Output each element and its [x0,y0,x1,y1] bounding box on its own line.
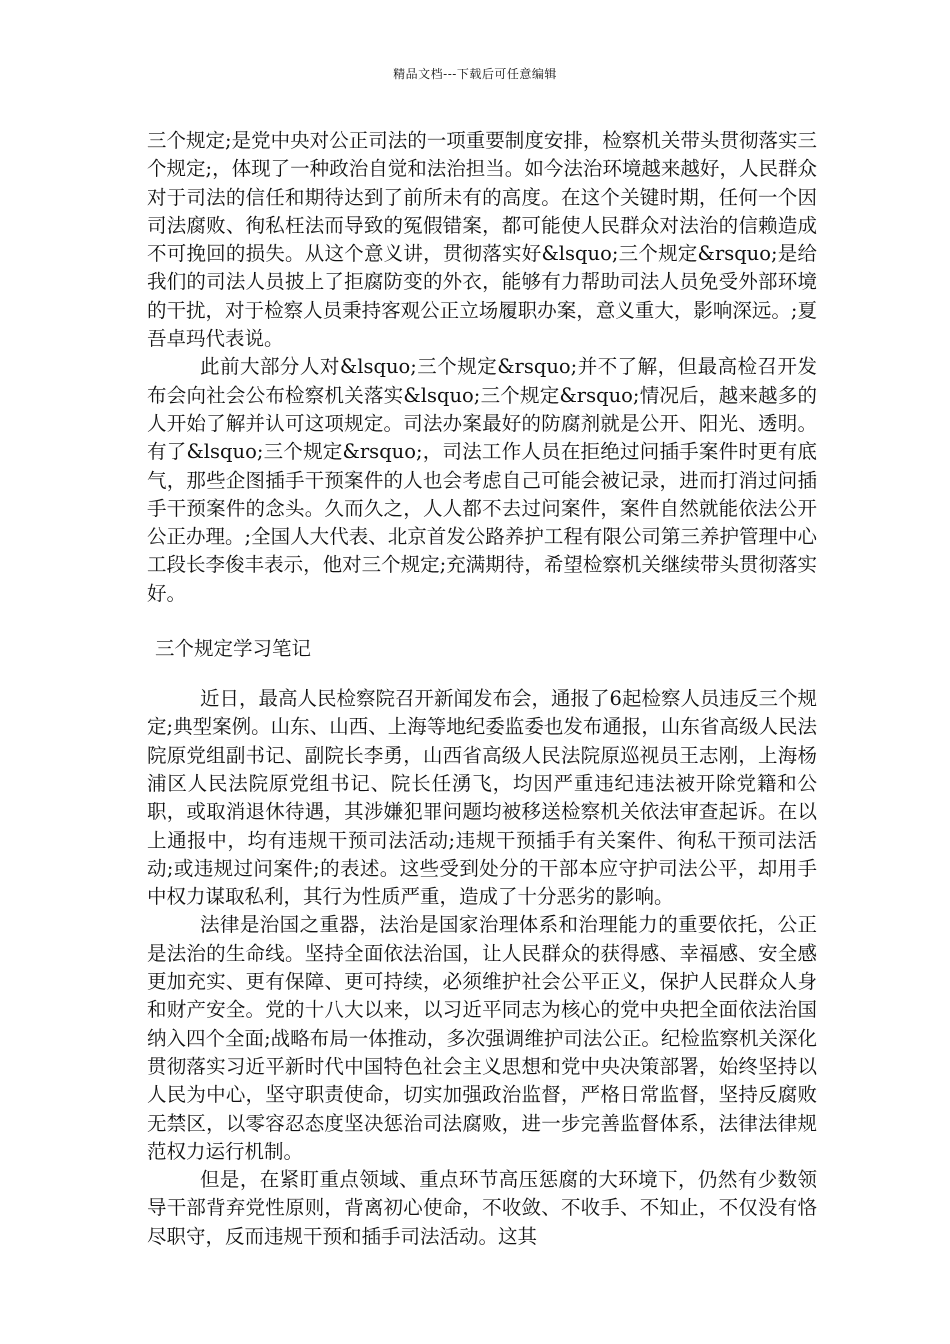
paragraph-1: 三个规定;是党中央对公正司法的一项重要制度安排，检察机关带头贯彻落实三个规定;，体现了一种政治自觉和法治担当。如今法治环境越来越好，人民群众对于司法的信任和期待达到了前所未有的高度。在这个关键时期，任何一个因司法腐败、徇私枉法而导致的冤假错案，都可能使人民群众对法治的信赖造成不可挽回的损失。从这个意义讲，贯彻落实好&lsquo;三个规定&rsquo;是给我们的司法人员披上了拒腐防变的外衣，能够有力帮助司法人员免受外部环境的干扰，对于检察人员秉持客观公正立场履职办案，意义重大，影响深远。;夏吾卓玛代表说。 [147,129,817,351]
paragraph-3: 近日，最高人民检察院召开新闻发布会，通报了6起检察人员违反三个规定;典型案例。山东、山西、上海等地纪委监委也发布通报，山东省高级人民法院原党组副书记、副院长李勇，山西省高级人民法院原巡视员王志刚，上海杨浦区人民法院原党组书记、院长任湧飞，均因严重违纪违法被开除党籍和公职，或取消退休待遇，其涉嫌犯罪问题均被移送检察机关依法审查起诉。在以上通报中，均有违规干预司法活动;违规干预插手有关案件、徇私干预司法活动;或违规过问案件;的表述。这些受到处分的干部本应守护司法公平，却用手中权力谋取私利，其行为性质严重，造成了十分恶劣的影响。 [147,687,817,909]
page-header: 精品文档---下载后可任意编辑 [393,67,557,81]
paragraph-2: 此前大部分人对&lsquo;三个规定&rsquo;并不了解，但最高检召开发布会向社会公布检察机关落实&lsquo;三个规定&rsquo;情况后，越来越多的人开始了解并认可这项规定。司法办案最好的防腐剂就是公开、阳光、透明。有了&lsquo;三个规定&rsquo;，司法工作人员在拒绝过问插手案件时更有底气，那些企图插手干预案件的人也会考虑自己可能会被记录，进而打消过问插手干预案件的念头。久而久之，人人都不去过问案件，案件自然就能依法公开公正办理。;全国人大代表、北京首发公路养护工程有限公司第三养护管理中心工段长李俊丰表示，他对三个规定;充满期待，希望检察机关继续带头贯彻落实好。 [147,355,817,605]
paragraph-4: 法律是治国之重器，法治是国家治理体系和治理能力的重要依托，公正是法治的生命线。坚持全面依法治国，让人民群众的获得感、幸福感、安全感更加充实、更有保障、更可持续，必须维护社会公平正义，保护人民群众人身和财产安全。党的十八大以来，以习近平同志为核心的党中央把全面依法治国纳入四个全面;战略布局一体推动，多次强调维护司法公正。纪检监察机关深化贯彻落实习近平新时代中国特色社会主义思想和党中央决策部署，始终坚持以人民为中心，坚守职责使命，切实加强政治监督，严格日常监督，坚持反腐败无禁区，以零容忍态度坚决惩治司法腐败，进一步完善监督体系，法律法律规范权力运行机制。 [147,913,817,1163]
document-body [147,127,817,1251]
section-title: 三个规定学习笔记 [155,637,312,661]
paragraph-5: 但是，在紧盯重点领域、重点环节高压惩腐的大环境下，仍然有少数领导干部背弃党性原则，背离初心使命，不收敛、不收手、不知止，不仅没有恪尽职守，反而违规干预和插手司法活动。这其 [147,1168,817,1248]
